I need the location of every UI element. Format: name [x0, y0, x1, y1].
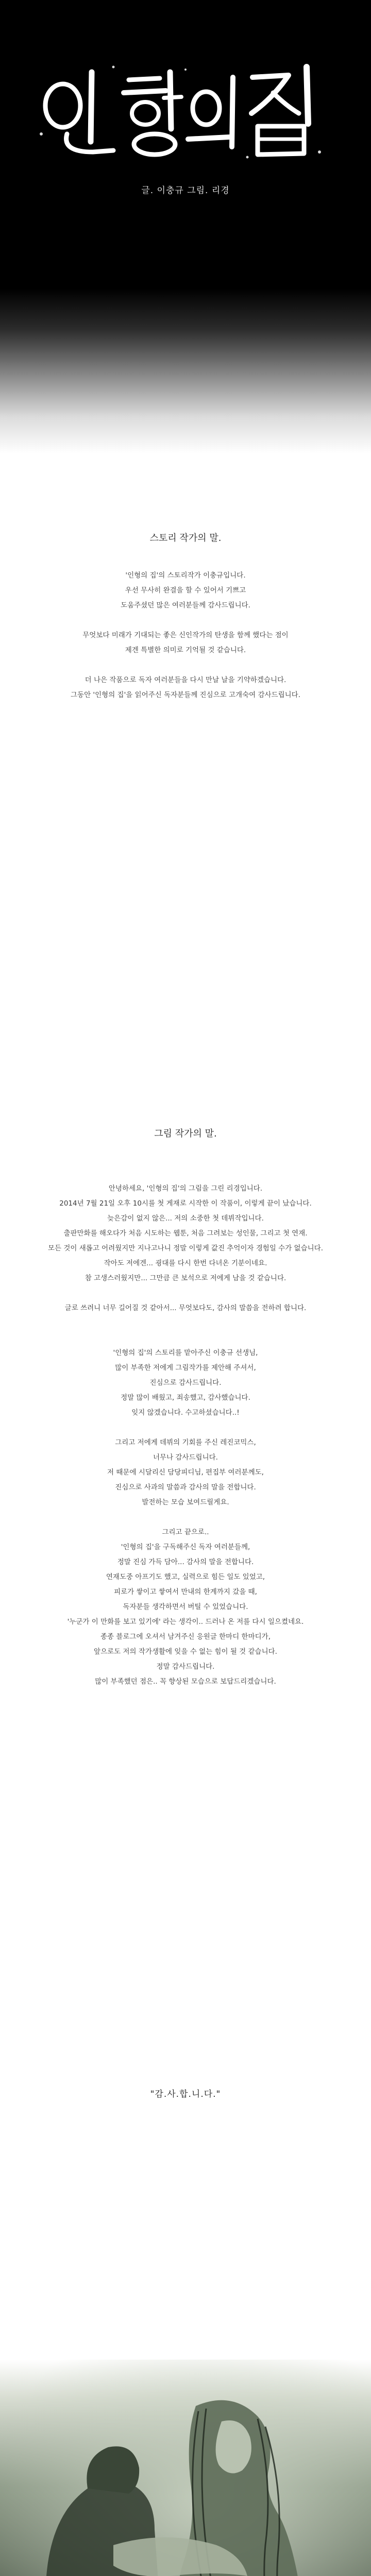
story-p1-line1: '인형의 집'의 스토리작가 이충규입니다.	[125, 571, 246, 580]
closing-thanks: "감.사.합.니.다."	[150, 2089, 221, 2099]
art-p1-line1: 안녕하세요, '인형의 집'의 그림을 그린 리경입니다.	[108, 1184, 263, 1193]
story-writer-heading: 스토리 작가의 말.	[149, 533, 222, 544]
art-p3-line5: 잊지 않겠습니다. 수고하셨습니다..!	[131, 1409, 240, 1417]
art-p1-line3: 늦은감이 없지 않은... 저의 소중한 첫 데뷔작입니다.	[107, 1214, 264, 1223]
art-p4-line1: 그리고 저에게 데뷔의 기회를 주신 레진코믹스,	[115, 1438, 256, 1447]
art-p1-line6: 작아도 저에겐... 굉대를 다시 한번 다녀온 기분이네요.	[104, 1259, 267, 1267]
credits-line: 글. 이충규 그림. 리경	[141, 185, 230, 196]
story-p2-line1: 무엇보다 미래가 기대되는 좋은 신인작가의 탄생을 함께 했다는 점이	[82, 631, 289, 639]
story-p2-line2: 제겐 특별한 의미로 기억될 것 같습니다.	[125, 646, 246, 654]
art-p2-line1: 글로 쓰려니 너무 길어질 것 같아서... 무엇보다도, 감사의 말씀을 전하려 합니다.	[64, 1304, 307, 1312]
art-p5-line2: '인형의 집'을 구독해주신 독자 여러분들께,	[121, 1543, 250, 1551]
title-logo	[31, 57, 340, 165]
story-p3-line1: 더 나은 작품으로 독자 여러분들을 다시 만날 날을 기약하겠습니다.	[85, 676, 286, 684]
art-p5-line7: '누군가 이 만화를 보고 있기에' 라는 생각이.. 드러나 온 저를 다시 일으켰네요.	[67, 1618, 304, 1626]
art-p1-line2: 2014년 7월 21일 오후 10시를 첫 게재로 시작한 이 작품이, 이렇게 끝이 났습니다.	[59, 1199, 312, 1208]
story-p1-line2: 우선 무사히 완결을 할 수 있어서 기쁘고	[125, 586, 246, 595]
art-p4-line4: 진심으로 사과의 말씀과 감사의 말을 전합니다.	[115, 1483, 256, 1492]
art-p5-line8: 종종 블로그에 오셔서 남겨주신 응원글 한마디 한마디가,	[100, 1633, 271, 1641]
art-p5-line5: 피로가 쌓이고 쌓여서 만내의 한계까지 갔을 때,	[114, 1588, 257, 1596]
art-p1-line5: 모든 것이 새롭고 어려웠지만 지나고나니 정말 이렇게 값진 추억이자 경험일 수가 없습니다.	[47, 1244, 323, 1252]
art-p3-line4: 정말 많이 배웠고, 죄송했고, 감사했습니다.	[121, 1394, 250, 1402]
art-p5-line3: 정말 진심 가득 담아... 감사의 말을 전합니다.	[117, 1558, 254, 1566]
art-p5-line9: 앞으로도 저의 작가생활에 잊을 수 없는 힘이 될 것 같습니다.	[94, 1648, 277, 1656]
art-p1-line4: 출판만화를 해오다가 처음 시도하는 웹툰, 처음 그려보는 성인물, 그리고 첫 연재.	[63, 1229, 308, 1238]
title-header	[0, 0, 371, 453]
art-p3-line1: '인형의 집'의 스토리를 맡아주신 이충규 선생님,	[113, 1349, 258, 1357]
art-p5-line1: 그리고 끝으로..	[162, 1528, 209, 1536]
story-writer-message	[0, 568, 371, 703]
ending-illustration	[0, 2360, 371, 2576]
art-p3-line3: 진심으로 감사드립니다.	[149, 1379, 222, 1387]
art-p5-line4: 연재도중 아프기도 했고, 실력으로 힘든 일도 있었고,	[106, 1573, 265, 1581]
art-p5-line10: 정말 감사드립니다.	[156, 1663, 215, 1671]
art-p1-line7: 참 고생스러웠지만... 그만큼 큰 보석으로 저에게 남을 것 같습니다.	[85, 1274, 286, 1282]
art-p3-line2: 많이 부족한 저에게 그림작가를 제안해 주셔서,	[115, 1364, 256, 1372]
art-writer-message	[0, 1181, 371, 1689]
art-p5-line11: 많이 부족했던 점은.. 꼭 향상된 모습으로 보답드리겠습니다.	[95, 1677, 276, 1686]
art-p5-line6: 독자분들 생각하면서 버틸 수 있었습니다.	[123, 1603, 248, 1611]
art-p4-line5: 발전하는 모습 보여드릴게요.	[142, 1498, 229, 1506]
art-p4-line2: 너무나 감사드립니다.	[153, 1453, 218, 1462]
art-p4-line3: 저 때문에 시달리신 담당피디님, 편집부 여러분께도,	[107, 1468, 264, 1477]
story-p1-line3: 도움주셨던 많은 여러분들께 감사드립니다.	[121, 601, 250, 609]
story-p3-line2: 그동안 '인형의 집'을 읽어주신 독자분들께 진심으로 고개숙여 감사드립니다.	[70, 691, 301, 699]
art-writer-heading: 그림 작가의 말.	[154, 1128, 217, 1139]
